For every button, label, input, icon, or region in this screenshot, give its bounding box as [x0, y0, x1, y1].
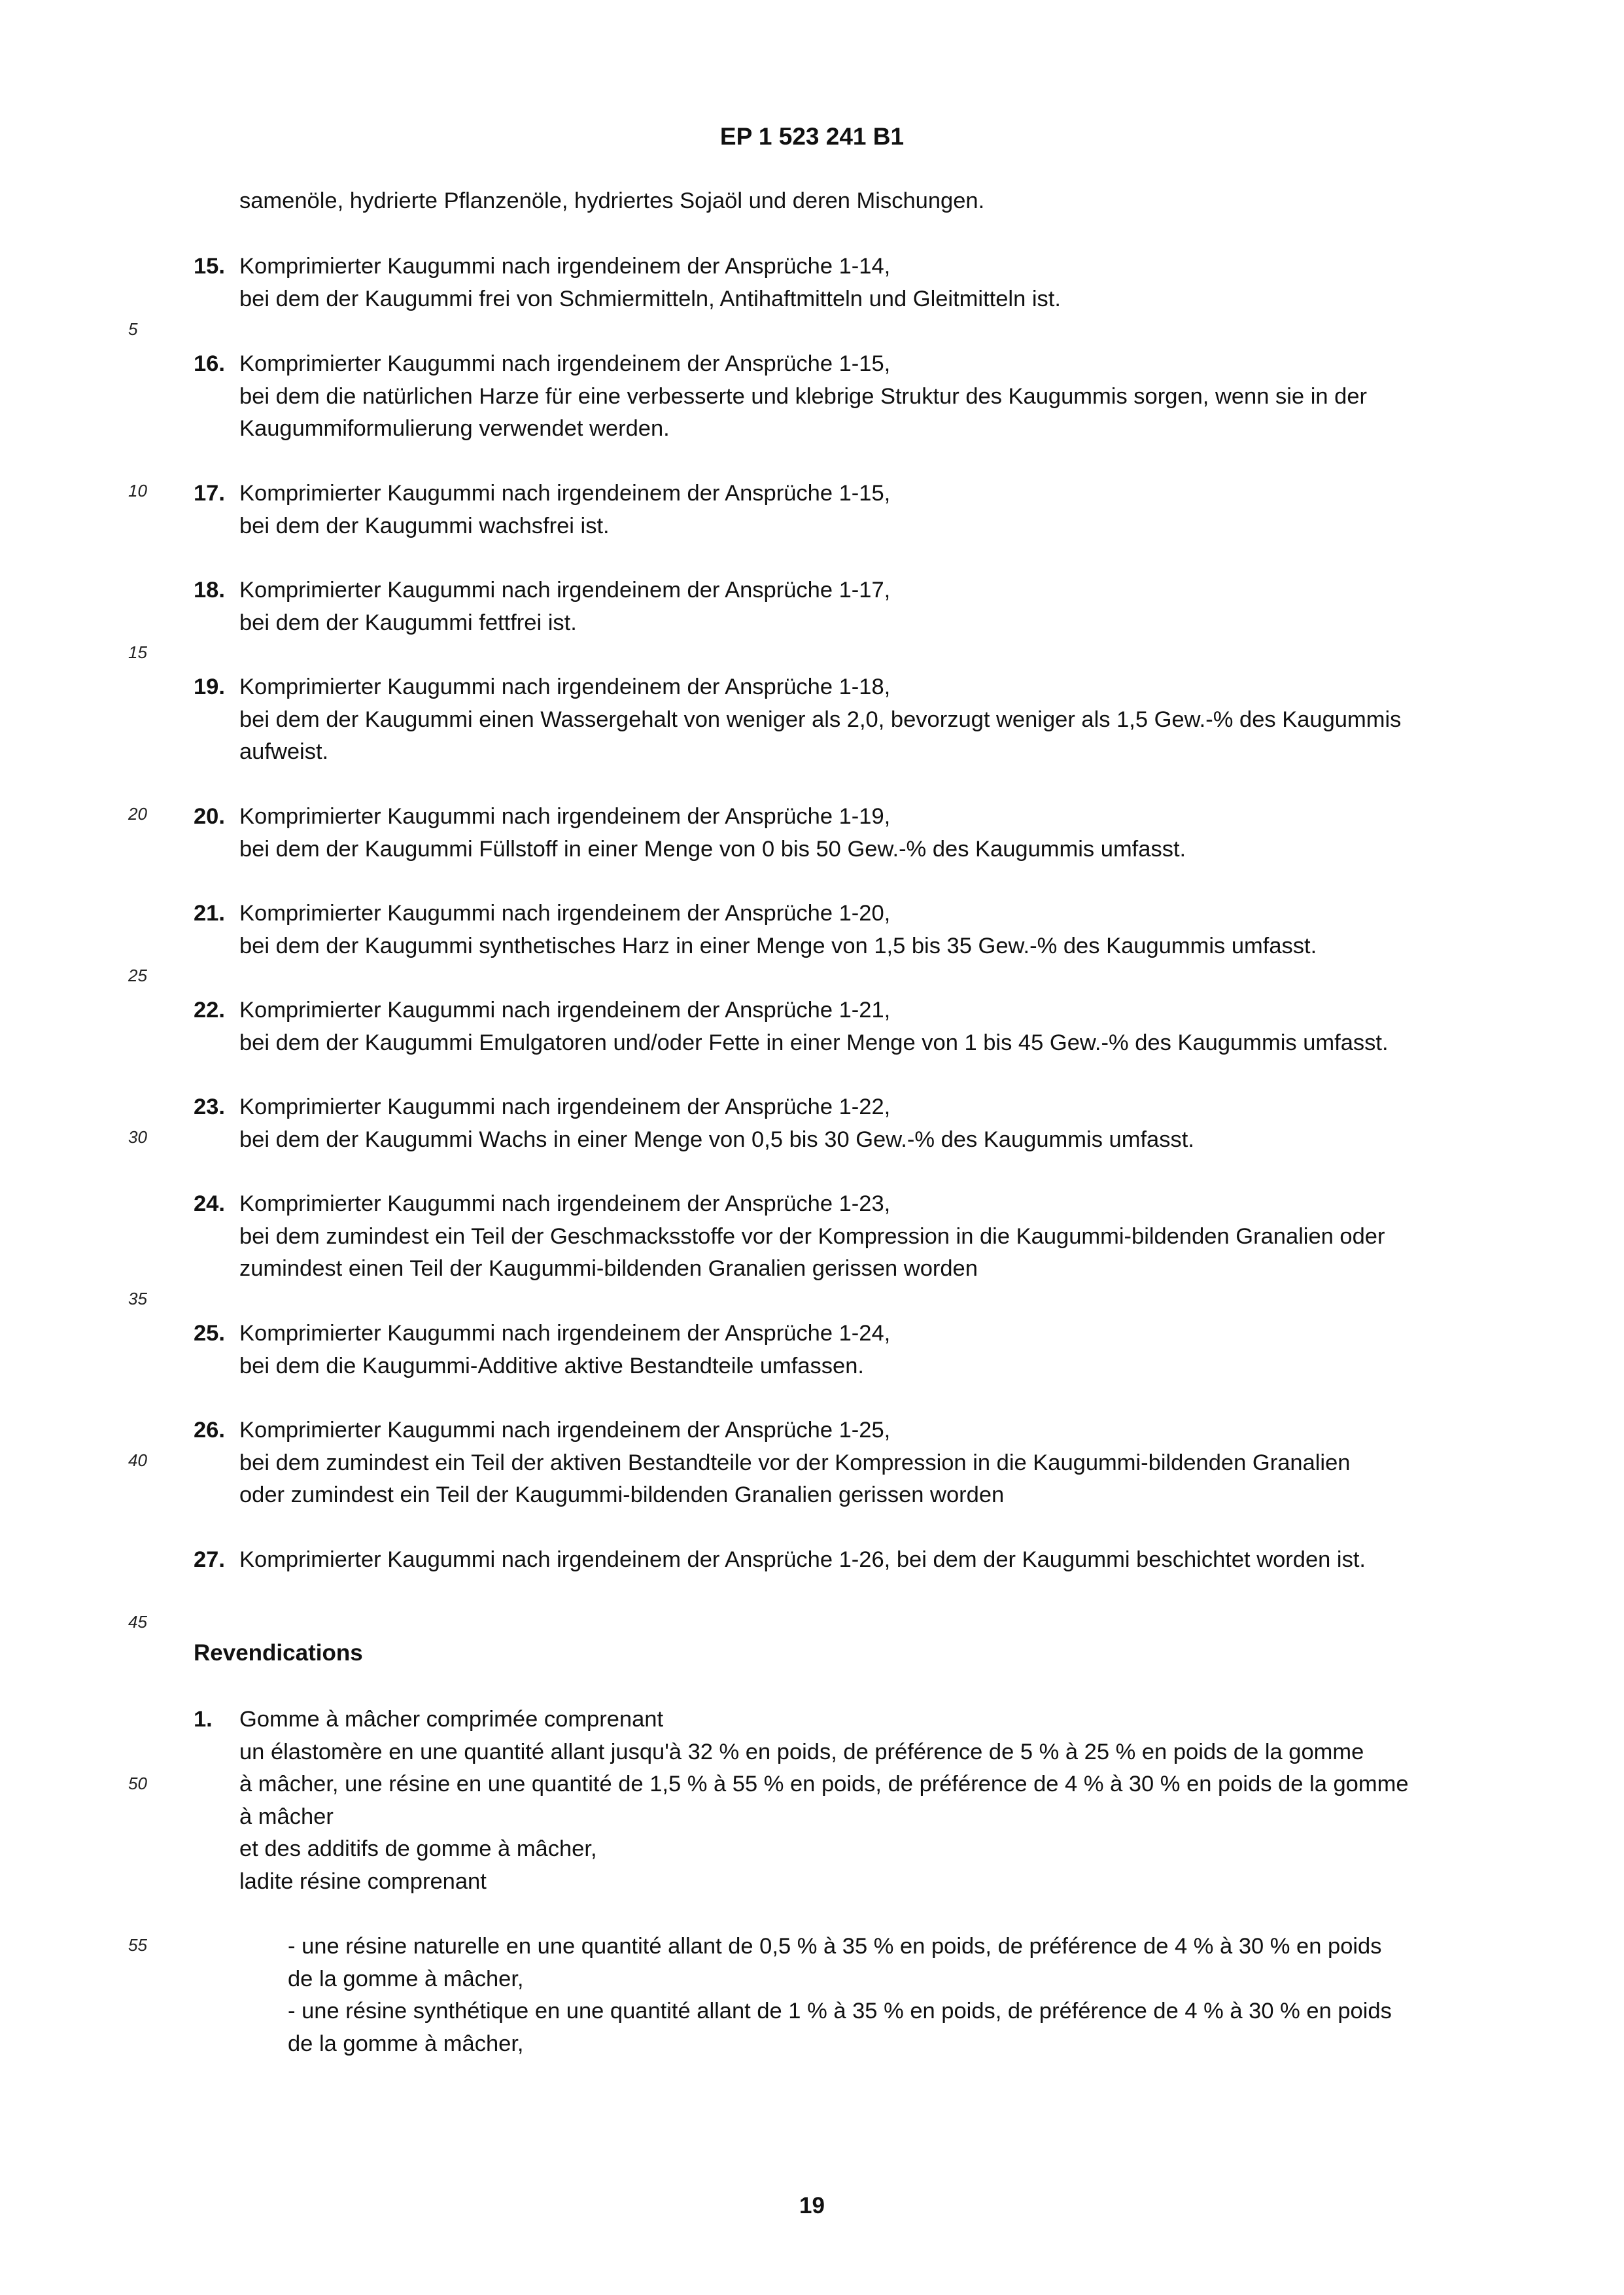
claim-sub-item [288, 1931, 1489, 1995]
line-number: 15 [128, 642, 147, 662]
line-number: 5 [128, 319, 138, 339]
line-number: 45 [128, 1612, 147, 1632]
claim-line: bei dem der Kaugummi Emulgatoren und/oder Fette in einer Menge von 1 bis 45 Gew.-% des Kaugummis umfasst. [239, 1030, 1389, 1055]
claim-18 [194, 574, 1489, 639]
claim-line: oder zumindest ein Teil der Kaugummi-bildenden Granalien gerissen worden [239, 1482, 1005, 1507]
claim-17 [194, 478, 1489, 542]
claim-24 [194, 1188, 1489, 1286]
claim-16 [194, 348, 1489, 446]
claim-line: Komprimierter Kaugummi nach irgendeinem der Ansprüche 1-19, [239, 804, 891, 829]
claim-line: bei dem zumindest ein Teil der aktiven Bestandteile vor der Kompression in die Kaugummi-bildenden Granalien [239, 1450, 1351, 1475]
claim-number: 25. [194, 1321, 225, 1346]
claim-line: Komprimierter Kaugummi nach irgendeinem der Ansprüche 1-14, [239, 254, 891, 279]
line-number: 40 [128, 1450, 147, 1470]
claim-15 [194, 251, 1489, 315]
claim-number: 15. [194, 254, 225, 279]
claim-line: Gomme à mâcher comprimée comprenant [239, 1707, 664, 1732]
claim-line: bei dem der Kaugummi wachsfrei ist. [239, 513, 610, 538]
claim-number: 23. [194, 1095, 225, 1119]
claim-line: bei dem der Kaugummi einen Wassergehalt von weniger als 2,0, bevorzugt weniger als 1,5 Gew.-% des Kaugummis [239, 707, 1402, 732]
claim-number: 26. [194, 1418, 225, 1443]
claim-line: Komprimierter Kaugummi nach irgendeinem der Ansprüche 1-17, [239, 578, 891, 603]
claim-line: Komprimierter Kaugummi nach irgendeinem der Ansprüche 1-21, [239, 998, 891, 1023]
claim-27 [194, 1544, 1489, 1577]
claim-number: 19. [194, 674, 225, 699]
line-number: 50 [128, 1774, 147, 1793]
line-number: 10 [128, 481, 147, 500]
claim-line: bei dem der Kaugummi Füllstoff in einer Menge von 0 bis 50 Gew.-% des Kaugummis umfasst. [239, 836, 1186, 862]
claim-line: bei dem der Kaugummi fettfrei ist. [239, 610, 577, 635]
claim-number: 1. [194, 1707, 213, 1732]
claim-line: zumindest einen Teil der Kaugummi-bildenden Granalien gerissen worden [239, 1256, 978, 1281]
claim-line: et des additifs de gomme à mâcher, [239, 1836, 597, 1861]
claim-line: Komprimierter Kaugummi nach irgendeinem der Ansprüche 1-24, [239, 1321, 891, 1346]
page-number: 19 [799, 2193, 825, 2218]
claim-number: 16. [194, 351, 225, 376]
claim-line: Komprimierter Kaugummi nach irgendeinem der Ansprüche 1-25, [239, 1418, 891, 1443]
claim-line: ladite résine comprenant [239, 1868, 487, 1894]
claim-fr-1 [194, 1704, 1489, 1898]
claim-sub-item [288, 1995, 1489, 2060]
claim-number: 21. [194, 901, 225, 926]
continuation-text: samenöle, hydrierte Pflanzenöle, hydriertes Sojaöl und deren Mischungen. [239, 188, 985, 213]
claim-line: de la gomme à mâcher, [288, 2031, 524, 2056]
claim-line: de la gomme à mâcher, [288, 1966, 524, 1991]
claim-line: bei dem der Kaugummi Wachs in einer Menge von 0,5 bis 30 Gew.-% des Kaugummis umfasst. [239, 1127, 1194, 1152]
section-title: Revendications [194, 1640, 363, 1666]
claim-line: bei dem der Kaugummi frei von Schmiermitteln, Antihaftmitteln und Gleitmitteln ist. [239, 286, 1061, 311]
line-number: 20 [128, 804, 147, 824]
claim-line: bei dem zumindest ein Teil der Geschmacksstoffe vor der Kompression in die Kaugummi-bildenden Granalien oder [239, 1223, 1385, 1249]
line-number: 35 [128, 1289, 147, 1308]
claim-number: 22. [194, 998, 225, 1023]
claim-number: 17. [194, 481, 225, 506]
claim-line: Komprimierter Kaugummi nach irgendeinem der Ansprüche 1-23, [239, 1191, 891, 1216]
claim-number: 20. [194, 804, 225, 829]
claim-line: Kaugummiformulierung verwendet werden. [239, 416, 670, 441]
claim-20 [194, 801, 1489, 866]
claim-19 [194, 671, 1489, 769]
claim-line: à mâcher [239, 1804, 334, 1829]
claim-line: Komprimierter Kaugummi nach irgendeinem der Ansprüche 1-15, [239, 351, 891, 376]
line-number: 30 [128, 1127, 147, 1147]
claim-26 [194, 1414, 1489, 1512]
claim-number: 18. [194, 578, 225, 603]
claim-line: Komprimierter Kaugummi nach irgendeinem der Ansprüche 1-18, [239, 674, 891, 699]
claim-25 [194, 1318, 1489, 1382]
document-number: EP 1 523 241 B1 [719, 123, 905, 150]
claim-line: Komprimierter Kaugummi nach irgendeinem der Ansprüche 1-22, [239, 1095, 891, 1119]
line-number: 55 [128, 1935, 147, 1955]
claim-22 [194, 994, 1489, 1059]
claim-line: bei dem die Kaugummi-Additive aktive Bestandteile umfassen. [239, 1353, 864, 1378]
claim-21 [194, 898, 1489, 962]
claim-line: - une résine synthétique en une quantité allant de 1 % à 35 % en poids, de préférence de 4 % à 30 % en poids [288, 1999, 1392, 2023]
claim-number: 24. [194, 1191, 225, 1216]
claim-line: à mâcher, une résine en une quantité de 1,5 % à 55 % en poids, de préférence de 4 % à 30 % en poids de la gomme [239, 1772, 1409, 1796]
claim-line: bei dem die natürlichen Harze für eine verbesserte und klebrige Struktur des Kaugummis sorgen, wenn sie in der [239, 383, 1367, 409]
claim-line: aufweist. [239, 739, 329, 764]
line-number: 25 [128, 966, 147, 985]
claim-23 [194, 1091, 1489, 1156]
claim-line: Komprimierter Kaugummi nach irgendeinem der Ansprüche 1-20, [239, 901, 891, 926]
claim-line: Komprimierter Kaugummi nach irgendeinem der Ansprüche 1-26, bei dem der Kaugummi beschichtet worden ist. [239, 1547, 1366, 1572]
claim-line: Komprimierter Kaugummi nach irgendeinem der Ansprüche 1-15, [239, 481, 891, 506]
claim-line: bei dem der Kaugummi synthetisches Harz in einer Menge von 1,5 bis 35 Gew.-% des Kaugummis umfasst. [239, 933, 1317, 958]
claim-line: un élastomère en une quantité allant jusqu'à 32 % en poids, de préférence de 5 % à 25 % en poids de la gomme [239, 1739, 1364, 1764]
claim-line: - une résine naturelle en une quantité allant de 0,5 % à 35 % en poids, de préférence de 4 % à 30 % en poids [288, 1934, 1382, 1959]
claim-number: 27. [194, 1547, 225, 1572]
